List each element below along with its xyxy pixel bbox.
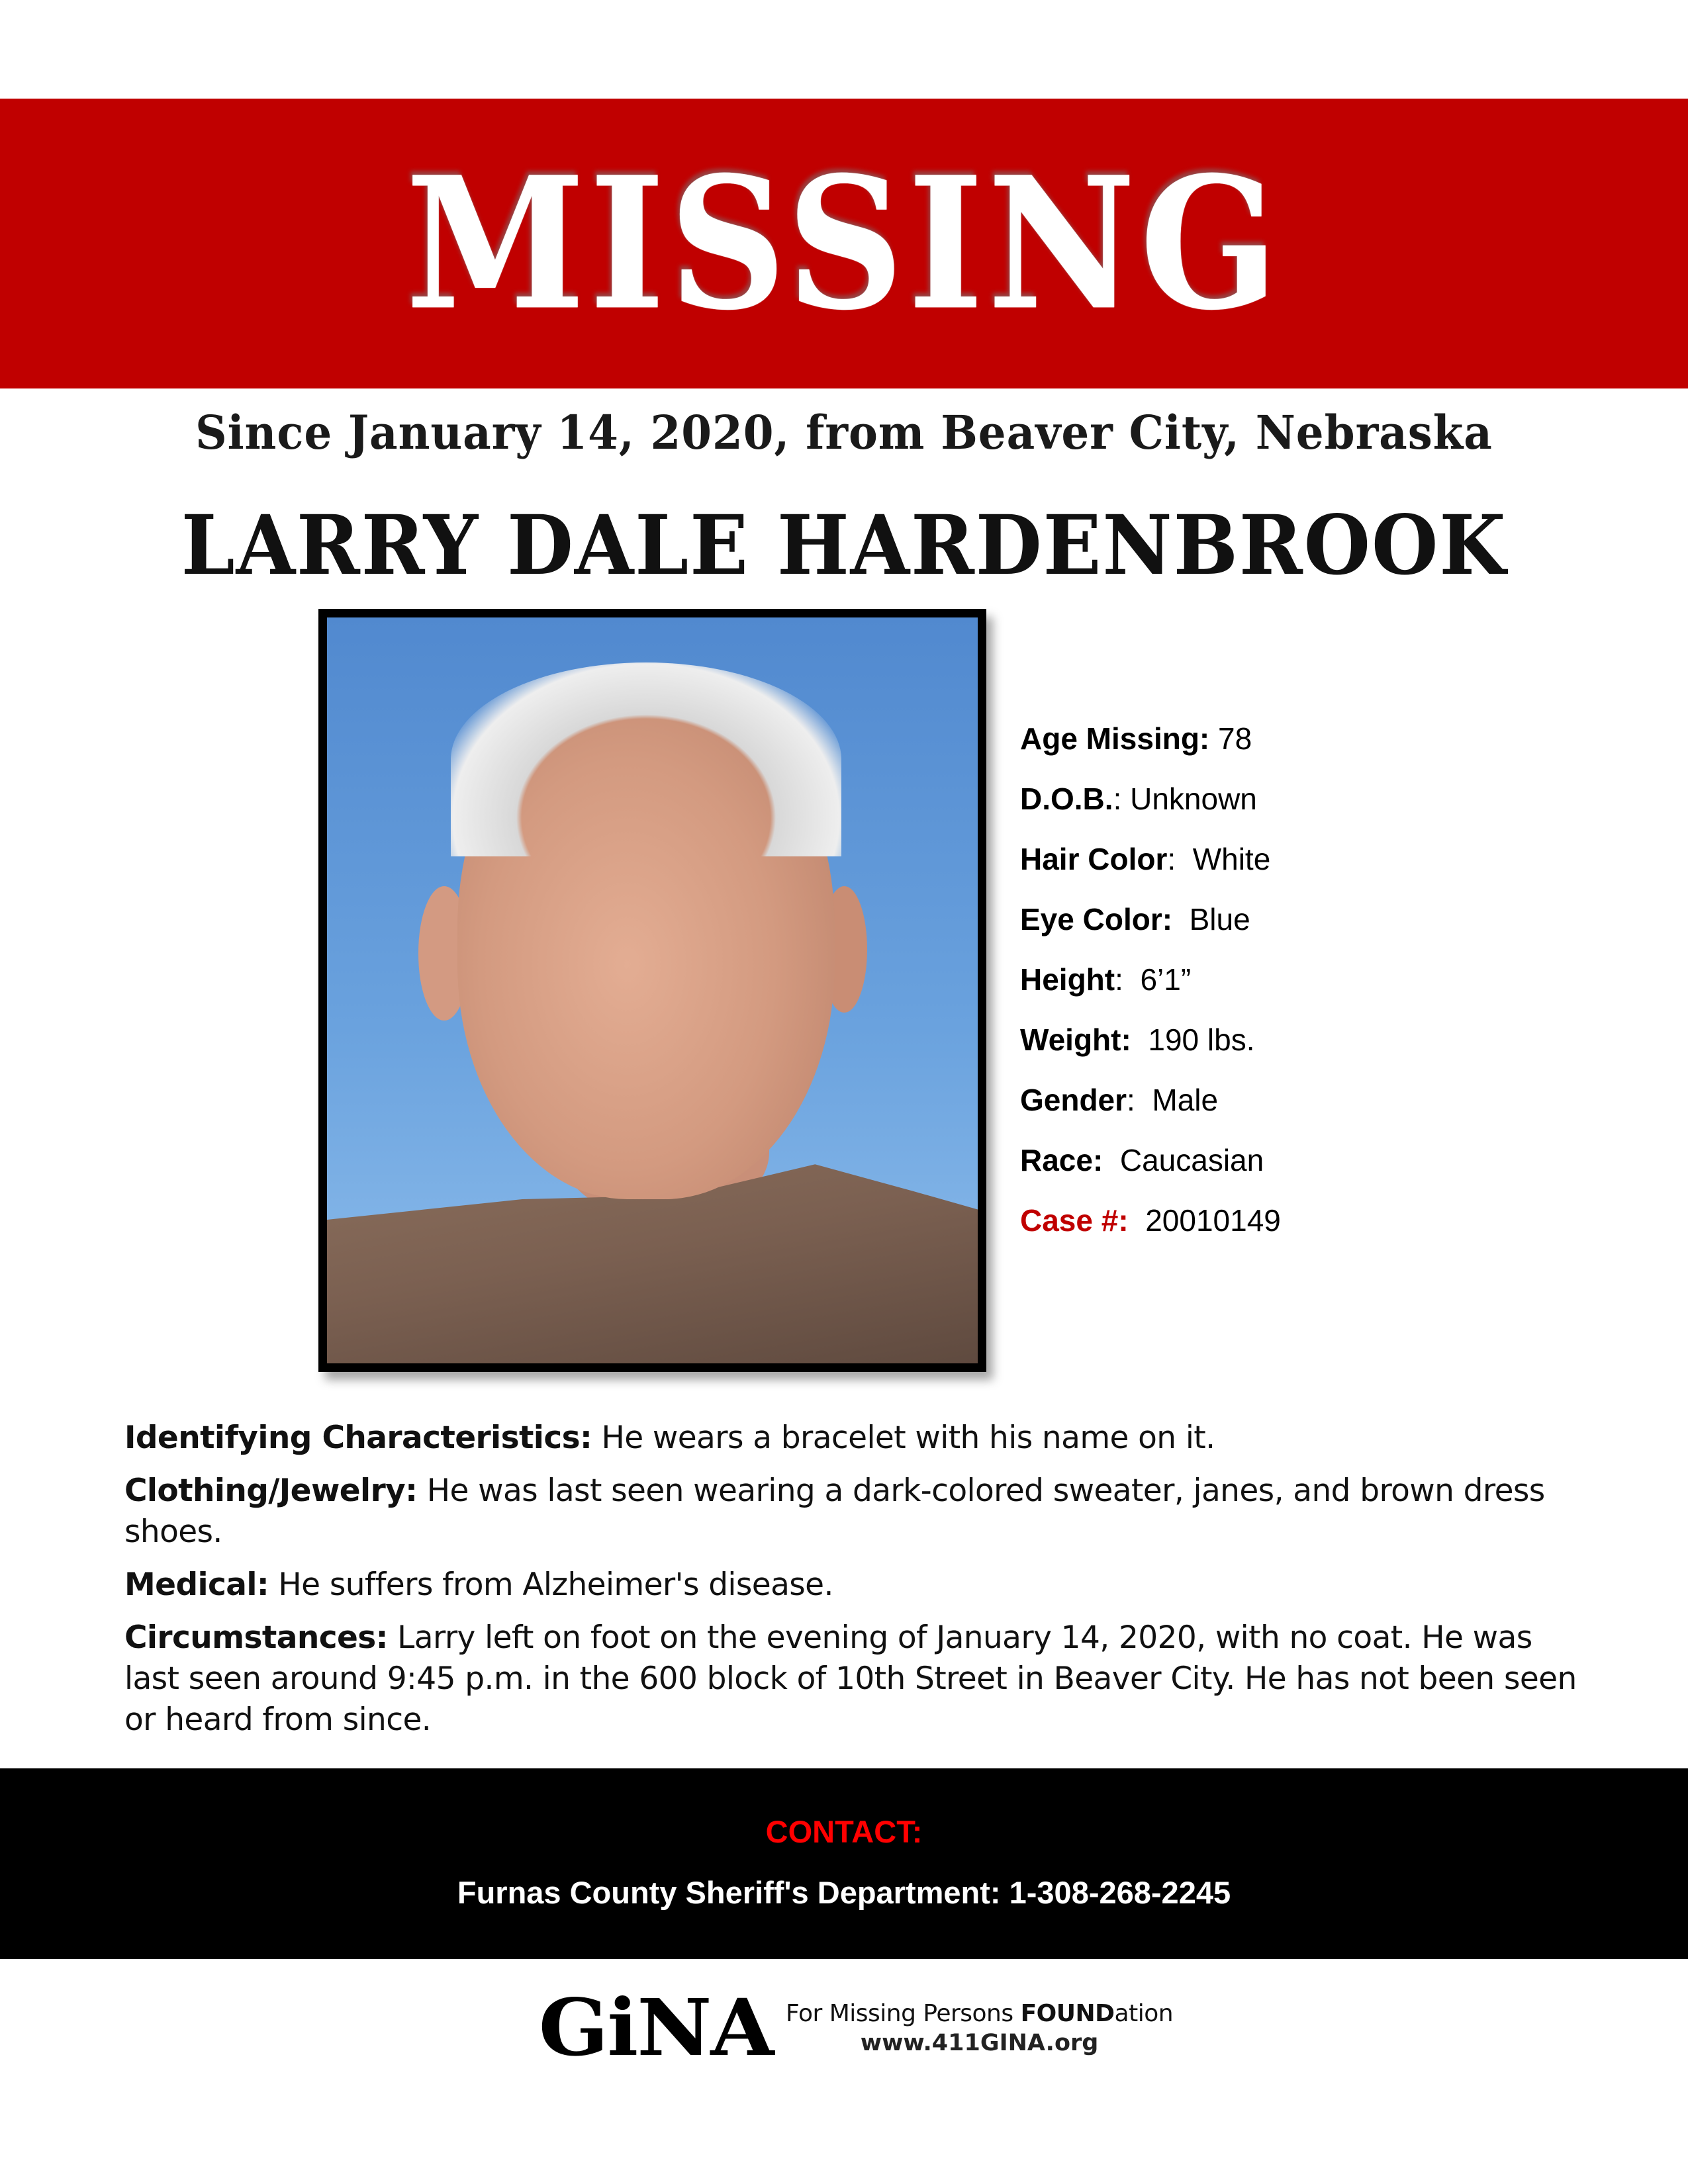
detail-label: Age Missing: xyxy=(1020,721,1210,756)
detail-value: 190 lbs. xyxy=(1131,1023,1255,1057)
contact-phone-text: Furnas County Sheriff's Department: 1-308-268-2245 xyxy=(457,1875,1231,1910)
detail-label: Height xyxy=(1020,962,1115,997)
detail-hair-color xyxy=(1020,839,1281,899)
info-medical xyxy=(124,1565,1581,1606)
detail-value: Blue xyxy=(1172,902,1250,936)
info-label: Clothing/Jewelry: xyxy=(124,1473,418,1509)
detail-weight xyxy=(1020,1019,1281,1079)
detail-label: Gender xyxy=(1020,1083,1127,1117)
detail-label: Weight: xyxy=(1020,1023,1131,1057)
info-section xyxy=(124,1418,1581,1752)
detail-age xyxy=(1020,718,1281,778)
info-circumstances xyxy=(124,1617,1581,1741)
detail-eye-color xyxy=(1020,899,1281,959)
missing-banner xyxy=(0,99,1688,388)
photo-hair-shape xyxy=(451,662,841,856)
detail-label: Race: xyxy=(1020,1143,1103,1177)
detail-value: : Unknown xyxy=(1113,782,1257,816)
detail-dob xyxy=(1020,778,1281,839)
detail-label: Eye Color: xyxy=(1020,902,1173,936)
detail-value: 78 xyxy=(1209,721,1252,756)
photo-frame xyxy=(318,609,986,1372)
gina-logo-mark: GiNA xyxy=(538,1981,773,2073)
detail-label: Case #: xyxy=(1020,1203,1129,1238)
contact-label: CONTACT: xyxy=(765,1814,923,1849)
detail-value: 20010149 xyxy=(1128,1203,1281,1238)
info-text: Larry left on foot on the evening of January 14, 2020, with no coat. He was last seen around 9:45 p.m. in the 600 block of 10th Street in Beaver City. He has not been seen or heard from since. xyxy=(124,1619,1577,1738)
info-text: He was last seen wearing a dark-colored sweater, janes, and brown dress shoes. xyxy=(124,1473,1545,1550)
detail-value: : Male xyxy=(1127,1083,1219,1117)
info-label: Medical: xyxy=(124,1567,269,1603)
detail-race xyxy=(1020,1140,1281,1200)
contact-bar xyxy=(0,1768,1688,1959)
gina-logo xyxy=(538,1981,1174,2073)
banner-title: MISSING xyxy=(405,136,1283,350)
tagline-bold: FOUND xyxy=(1020,1999,1115,2027)
info-label: Identifying Characteristics: xyxy=(124,1420,592,1456)
gina-logo-text xyxy=(786,2000,1173,2056)
info-text: He wears a bracelet with his name on it. xyxy=(592,1420,1215,1456)
info-label: Circumstances: xyxy=(124,1619,388,1656)
info-text: He suffers from Alzheimer's disease. xyxy=(269,1567,833,1603)
person-name: LARRY DALE HARDENBROOK xyxy=(181,498,1507,594)
detail-height xyxy=(1020,959,1281,1019)
info-clothing-jewelry xyxy=(124,1471,1581,1553)
tagline-prefix: For Missing Persons xyxy=(786,1999,1021,2027)
gina-tagline xyxy=(786,2000,1173,2027)
gina-url: www.411GINA.org xyxy=(860,2029,1099,2056)
detail-value: : White xyxy=(1167,842,1271,876)
detail-label: D.O.B. xyxy=(1020,782,1113,816)
person-photo xyxy=(327,617,978,1363)
info-identifying-characteristics xyxy=(124,1418,1581,1459)
detail-label: Hair Color xyxy=(1020,842,1168,876)
tagline-suffix: ation xyxy=(1114,1999,1174,2027)
detail-value: : 6’1” xyxy=(1115,962,1192,997)
detail-gender xyxy=(1020,1079,1281,1140)
missing-since-line: Since January 14, 2020, from Beaver City, Nebraska xyxy=(195,405,1493,460)
detail-value: Caucasian xyxy=(1103,1143,1264,1177)
details-list xyxy=(1020,718,1281,1260)
detail-case-number xyxy=(1020,1200,1281,1260)
